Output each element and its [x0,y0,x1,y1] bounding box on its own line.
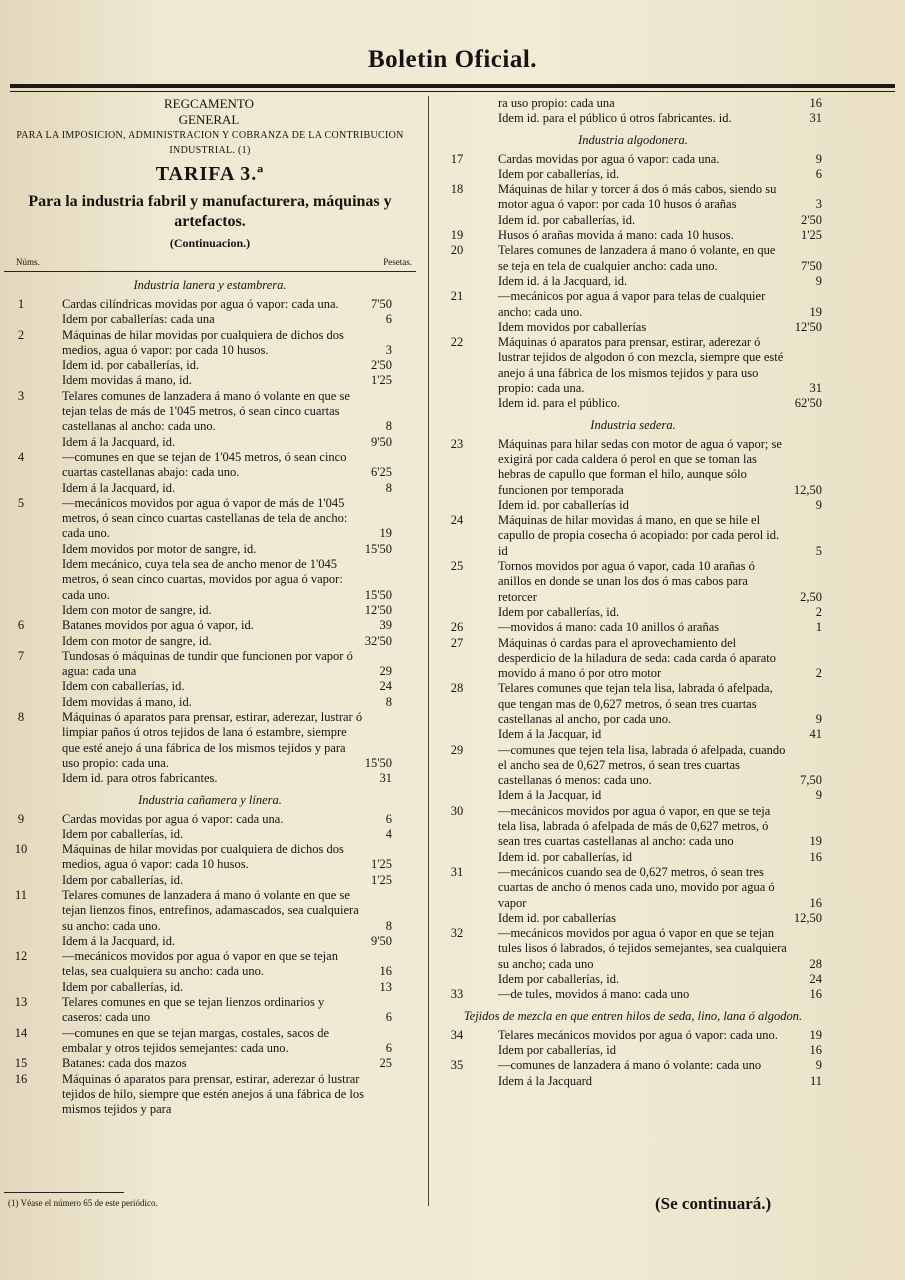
row-price: 9 [815,1058,822,1073]
tariff-row [4,873,416,888]
row-price: 39 [379,618,392,633]
row-number: 2 [17,327,25,342]
tariff-row [440,111,826,126]
page-title: Boletin Oficial. [367,46,538,73]
row-description: Idem á la Jacquar, id [498,727,602,742]
row-number: 11 [14,887,28,902]
row-price: 5 [815,543,822,558]
right-column [440,96,826,1089]
row-price: 62'50 [794,396,822,411]
row-description: —comunes en que se tejan de 1'045 metros, ó sean cinco cuartas castellanas abajo: cada uno. [62,449,347,480]
column-divider [428,96,429,1206]
tariff-row [440,559,826,605]
row-price: 31 [379,771,392,786]
row-number: 3 [17,388,25,403]
row-description: Idem id. por caballerías, id [498,849,632,864]
row-description: Idem á la Jacquard, id. [62,434,176,449]
row-price: 15'50 [364,587,392,602]
tariff-row [440,182,826,213]
tariff-row [440,335,826,396]
row-description: Máquinas para hilar sedas con motor de agua ó vapor; se exigirá por cada caldera ó perol en que se toman las hebras de capullo que forman el hilo, aunque sólo funcionen por temporada [498,436,782,497]
column-header [4,253,416,272]
row-description: Idem por caballerías, id. [498,604,620,619]
tarifa-subtitle: Para la industria fabril y manufacturera, máquinas y artefactos. [28,193,392,230]
row-description: Idem por caballerías, id. [62,826,184,841]
tariff-row [440,152,826,167]
row-description: —mecánicos movidos por agua ó vapor de más de 1'045 metros, ó sean cinco cuartas castellanas de tela de ancho: cada uno. [62,495,348,541]
row-description: Máquinas ó cardas para el aprovechamiento del desperdicio de la hiladura de seda: cada carda ó aparato movido á mano ó por otro motor [498,635,776,681]
section-title: Industria lanera y estambrera. [133,278,287,292]
tariff-row [440,320,826,335]
header-rule-thin [10,91,895,92]
tariff-row [4,827,416,842]
row-description: Idem por caballerías, id. [498,972,620,987]
tariff-row [4,1072,416,1118]
row-description: Idem id. para el público ú otros fabricantes. id. [498,111,732,126]
row-price: 1'25 [370,373,392,388]
tariff-row [4,695,416,710]
tariff-row [440,274,826,289]
row-number: 7 [17,648,25,663]
row-price: 19 [809,834,822,849]
row-price: 16 [809,849,822,864]
section-title: Industria algodonera. [578,132,688,147]
row-number: 5 [17,495,25,510]
nums-header: Núms. [16,257,40,267]
tariff-row [4,1056,416,1071]
row-description: Idem movidas á mano, id. [62,694,192,709]
row-number: 13 [14,995,28,1010]
row-description: Máquinas de hilar movidas por cualquiera de dichos dos medios, agua ó vapor: cada 10 husos. [62,842,344,872]
row-description: —comunes que tejen tela lisa, labrada ó afelpada, cuando el ancho sea de 0,627 metros, ó sean tres cuartas castellanas ó menos: cada uno. [498,742,786,788]
row-price: 1 [815,620,822,635]
pesetas-header: Pesetas. [383,257,412,267]
tariff-row [4,980,416,995]
row-description: ra uso propio: cada una [498,96,615,110]
tariff-row [4,603,416,618]
header-rule [10,84,895,88]
row-description: Idem con motor de sangre, id. [62,602,212,617]
tariff-row [440,1028,826,1043]
row-price: 7,50 [800,773,822,788]
row-description: Idem con caballerías, id. [62,679,185,694]
row-price: 15'50 [364,755,392,770]
left-sections [4,278,416,1117]
row-price: 13 [379,979,392,994]
row-number: 16 [14,1071,28,1086]
tariff-row [4,634,416,649]
row-number: 10 [14,842,28,857]
tariff-row [4,450,416,481]
tariff-row [440,1043,826,1058]
tariff-row [4,496,416,542]
row-number: 19 [450,228,464,243]
tariff-row [440,289,826,320]
section-title: Industria sedera. [590,417,676,432]
row-number: 8 [17,710,25,725]
row-description: Telares comunes en que se tejan lienzos ordinarios y caseros: cada uno [62,995,325,1025]
row-description: Idem id. para otros fabricantes. [62,771,218,786]
tariff-row [440,620,826,635]
row-price: 9 [815,273,822,288]
row-description: Máquinas de hilar movidas á mano, en que se hile el capullo de propia cosecha ó acopiado: por cada perol id. id [498,513,780,558]
row-description: Telares comunes de lanzadera á mano ó volante en que se tejan lienzos finos, entrefinos, adamascados, sea cualquiera su ancho: cada uno. [62,887,359,933]
row-price: 2 [815,666,822,681]
row-number: 32 [450,926,464,941]
row-number: 1 [17,297,25,311]
tariff-row [440,228,826,243]
row-description: Husos ó arañas movida á mano: cada 10 husos. [498,228,734,243]
continuara-label: (Se continuará.) [655,1194,772,1213]
row-description: Tornos movidos por agua ó vapor, cada 10 arañas ó anillos en donde se unan los dos ó mas cabos para retorcer [498,559,755,604]
row-description: Idem movidos por motor de sangre, id. [62,541,257,556]
tariff-row [440,788,826,803]
tariff-row [440,850,826,865]
row-price: 8 [385,918,392,933]
tariff-row [4,679,416,694]
row-description: Idem id. á la Jacquard, id. [498,273,628,288]
row-number: 15 [14,1056,28,1071]
row-number: 33 [450,987,464,1002]
tariff-row [4,710,416,771]
tariff-row [440,437,826,498]
footnote: (1) Véase el número 65 de este periódico. [8,1198,158,1208]
row-description: Máquinas ó aparatos para prensar, estirar, aderezar ó lustrar tejidos de hilo, siempre que estén anejos á una fábrica de los mismos tejidos y para [62,1071,364,1117]
row-price: 16 [809,96,822,110]
row-description: —comunes en que se tejan margas, costales, sacos de embalar y otros tejidos semejantes: cada uno. [62,1025,330,1055]
row-number: 26 [450,620,464,635]
tariff-row [440,636,826,682]
tariff-row [4,481,416,496]
reglamento-subheading: PARA LA IMPOSICION, ADMINISTRACION Y COBRANZA DE LA CONTRIBUCION INDUSTRIAL. (1) [16,130,404,156]
row-price: 7'50 [800,258,822,273]
tariff-row [440,743,826,789]
row-description: Telares comunes que tejan tela lisa, labrada ó afelpada, que tengan mas de 0,627 metros, ó sean tres cuartas castellanas al ancho, por cada uno. [498,681,773,726]
right-sections [440,133,826,1089]
row-description: Idem por caballerías, id [498,1042,617,1057]
row-price: 1'25 [370,857,392,872]
row-description: —mecánicos movidos por agua ó vapor, en que se teja tela lisa, labrada ó afelpada de más de 0,627 metros, ó sean tres cuartas castellanas al ancho: cada uno [498,803,771,849]
tariff-row [440,804,826,850]
tariff-row [4,542,416,557]
row-price: 16 [809,895,822,910]
row-number: 4 [17,449,25,464]
row-number: 6 [17,618,25,633]
tariff-row [440,605,826,620]
row-price: 31 [809,381,822,396]
row-description: Máquinas ó aparatos para prensar, estirar, aderezar ó lustrar tejidos de algodon ó con mezcla, siempre que esté anejo á una fábrica de los mismos tejidos y para uso propio: cada una. [498,335,784,396]
tariff-row [4,888,416,934]
row-price: 12,50 [793,910,822,925]
row-price: 16 [809,987,822,1002]
row-price: 16 [379,964,392,979]
row-number: 25 [450,559,464,574]
tariff-row [440,213,826,228]
row-description: Batanes: cada dos mazos [62,1056,187,1071]
row-number: 24 [450,513,464,528]
row-price: 41 [809,727,822,742]
continuacion-label: (Continuacion.) [169,236,251,250]
row-description: Tundosas ó máquinas de tundir que funcionen por vapor ó agua: cada una [62,648,353,679]
row-description: Batanes movidos por agua ó vapor, id. [62,618,254,633]
row-description: Idem por caballerías, id. [498,166,620,181]
row-price: 12,50 [793,482,822,497]
row-price: 7'50 [370,297,392,311]
row-price: 2 [815,604,822,619]
row-price: 19 [809,304,822,319]
row-description: Idem movidas á mano, id. [62,373,192,388]
row-number: 22 [450,335,464,350]
row-price: 6 [385,811,392,826]
tariff-row [440,1058,826,1073]
tariff-row [4,1026,416,1057]
row-description: Máquinas ó aparatos para prensar, estirar, aderezar, lustrar ó limpiar paños ú otros tejidos de lana ó estambre, siempre que esté anejo á una fábrica de los mismos tejidos y para uso propio: cada una. [62,710,363,770]
row-price: 9'50 [370,933,392,948]
row-description: —mecánicos por agua á vapor para telas de cualquier ancho: cada uno. [498,289,766,319]
row-price: 3 [815,197,822,212]
row-price: 9 [815,711,822,726]
tariff-row [4,312,416,327]
row-description: Idem por caballerías, id. [62,872,184,887]
row-price: 1'25 [370,872,392,887]
row-price: 6 [385,1040,392,1055]
reglamento-heading: REGCAMENTO GENERAL [163,96,255,127]
tariff-row [440,1074,826,1089]
row-price: 6 [385,312,392,327]
row-price: 24 [379,679,392,694]
row-description: —mecánicos movidos por agua ó vapor en que se tejan tules lisos ó labrados, ó tejidos semejantes, sea cualquiera su ancho; cada uno [498,926,787,971]
tariff-row [4,373,416,388]
row-description: —mecánicos movidos por agua ó vapor en que se tejan telas, sea cualquiera su ancho: cada uno. [62,949,338,979]
tariff-row [4,435,416,450]
row-number: 18 [450,182,464,197]
row-price: 9'50 [370,434,392,449]
row-price: 8 [385,480,392,495]
row-number: 34 [450,1027,464,1042]
row-price: 9 [815,788,822,803]
row-price: 32'50 [364,633,392,648]
row-description: —comunes de lanzadera á mano ó volante: cada uno [498,1058,762,1073]
row-description: Idem á la Jacquard, id. [62,480,176,495]
left-column [4,96,416,1117]
tariff-row [440,926,826,972]
tariff-row [4,557,416,603]
row-price: 6 [815,166,822,181]
tariff-row [440,911,826,926]
row-price: 6'25 [370,465,392,480]
row-price: 19 [809,1027,822,1042]
row-price: 4 [385,826,392,841]
tariff-row [440,513,826,559]
row-description: Idem id. por caballerías [498,910,617,925]
row-description: Telares mecánicos movidos por agua ó vapor: cada uno. [498,1027,778,1042]
tariff-row [440,727,826,742]
row-description: Idem á la Jacquar, id [498,788,602,803]
row-description: Idem id. por caballerías, id. [62,358,200,373]
tariff-row [4,328,416,359]
row-price: 2'50 [800,212,822,227]
row-description: Cardas movidas por agua ó vapor: cada una. [62,811,284,826]
row-description: Idem movidos por caballerías [498,319,647,334]
section-title: Tejidos de mezcla en que entren hilos de seda, lino, lana ó algodon. [463,1008,803,1023]
tariff-row [440,865,826,911]
row-description: Cardas cilíndricas movidas por agua ó vapor: cada una. [62,297,339,311]
tariff-row [4,649,416,680]
row-description: Idem id. por caballerías, id. [498,212,636,227]
row-description: Idem id. por caballerías id [498,497,629,512]
tariff-row [440,681,826,727]
tariff-row [440,972,826,987]
footnote-rule [4,1192,124,1193]
row-price: 2,50 [800,589,822,604]
tariff-row [4,618,416,633]
row-price: 11 [809,1073,822,1088]
tarifa-heading: TARIFA 3.ª [155,163,265,185]
row-price: 29 [379,664,392,679]
tariff-row [4,995,416,1026]
row-price: 12'50 [794,319,822,334]
row-number: 28 [450,681,464,696]
row-price: 15'50 [364,541,392,556]
row-price: 8 [385,419,392,434]
row-number: 9 [17,811,25,826]
tariff-row [4,389,416,435]
row-description: Telares comunes de lanzadera á mano ó volante en que se tejan telas de más de 1'045 metros, ó sean cinco cuartas castellanas al ancho: cada uno. [62,388,350,434]
row-description: Idem mecánico, cuya tela sea de ancho menor de 1'045 metros, ó sean cinco cuartas, movidos por agua ó vapor: cada uno. [62,557,343,602]
right-continued-rows [440,96,826,127]
row-number: 29 [450,742,464,757]
tariff-row [4,297,416,312]
tariff-row [440,396,826,411]
row-description: Idem por caballerías: cada una [62,312,215,327]
tariff-row [4,771,416,786]
row-number: 14 [14,1025,28,1040]
row-description: Idem á la Jacquard, id. [62,933,176,948]
row-description: Idem por caballerías, id. [62,979,184,994]
row-price: 28 [809,956,822,971]
tariff-row [440,96,826,111]
tariff-row [4,842,416,873]
row-number: 17 [450,151,464,166]
row-description: Máquinas de hilar movidas por cualquiera de dichos dos medios, agua ó vapor: por cada 10 husos. [62,327,344,357]
row-price: 8 [385,694,392,709]
row-number: 30 [450,803,464,818]
row-description: Máquinas de hilar y torcer á dos ó más cabos, siendo su motor agua ó vapor: por cada 10 husos ó arañas [498,182,777,212]
row-description: —mecánicos cuando sea de 0,627 metros, ó sean tres cuartas de ancho ó menos cada uno, movido por agua ó vapor [498,864,775,910]
row-description: —movidos á mano: cada 10 anillos ó arañas [498,620,720,635]
row-number: 27 [450,635,464,650]
row-description: —de tules, movidos á mano: cada uno [498,987,690,1002]
tariff-row [440,243,826,274]
row-price: 1'25 [800,228,822,243]
section-title: Industria cañamera y línera. [138,792,282,807]
tariff-row [4,949,416,980]
tariff-row [4,358,416,373]
row-price: 2'50 [370,358,392,373]
row-price: 31 [809,111,822,126]
row-number: 12 [14,949,28,964]
row-number: 23 [450,436,464,451]
tariff-row [440,167,826,182]
row-price: 12'50 [364,602,392,617]
row-number: 21 [450,289,464,304]
row-number: 20 [450,243,464,258]
row-description: Telares comunes de lanzadera á mano ó volante, en que se teja en tela de cualquier ancho: cada uno. [498,243,776,273]
row-description: Idem á la Jacquard [498,1073,593,1088]
row-price: 9 [815,151,822,166]
row-number: 35 [450,1058,464,1073]
row-description: Cardas movidas por agua ó vapor: cada una. [498,151,720,166]
row-number: 31 [450,864,464,879]
row-price: 19 [379,526,392,541]
tariff-row [4,934,416,949]
row-description: Idem con motor de sangre, id. [62,633,212,648]
tariff-row [440,498,826,513]
tariff-row [4,812,416,827]
row-description: Idem id. para el público. [498,396,621,411]
row-price: 9 [815,497,822,512]
row-price: 16 [809,1042,822,1057]
row-price: 3 [385,342,392,357]
row-price: 24 [809,972,822,987]
row-price: 25 [379,1056,392,1071]
row-price: 6 [385,1010,392,1025]
tariff-row [440,987,826,1002]
